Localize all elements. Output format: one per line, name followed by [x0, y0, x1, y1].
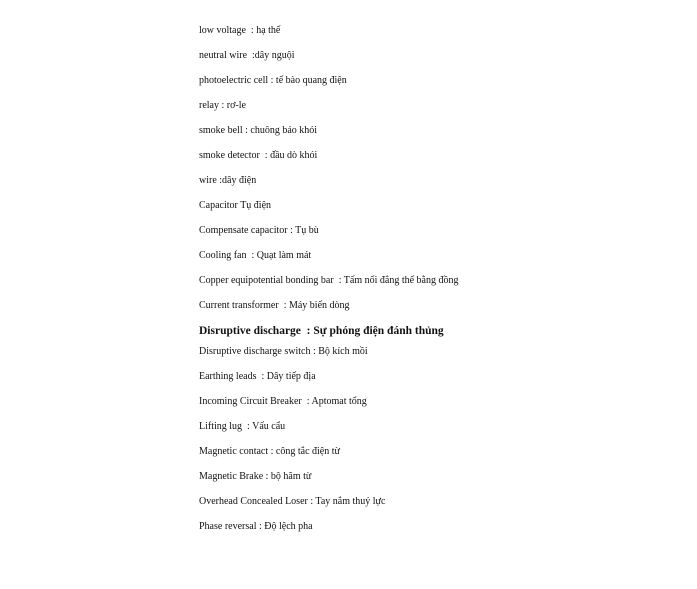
glossary-entry: Cooling fan : Quạt làm mát: [199, 250, 312, 261]
glossary-entry: relay : rơ-le: [199, 100, 246, 111]
glossary-entry: low voltage : hạ thế: [199, 25, 281, 36]
glossary-entry: wire :dây điện: [199, 175, 257, 186]
glossary-entry: photoelectric cell : tế bào quang điện: [199, 75, 347, 86]
glossary-entry: Magnetic contact : công tắc điện từ: [199, 446, 340, 457]
glossary-entry: Copper equipotential bonding bar : Tấm nối đẳng thế bằng đồng: [199, 275, 459, 286]
glossary-entry: Magnetic Brake : bộ hãm từ: [199, 471, 312, 482]
glossary-entry: Overhead Concealed Loser : Tay nắm thuỷ lực: [199, 496, 386, 507]
glossary-entry: Phase reversal : Độ lệch pha: [199, 521, 313, 532]
glossary-entry-heading: Disruptive discharge : Sự phóng điện đánh thủng: [199, 325, 444, 337]
glossary-entry: Current transformer : Máy biến dòng: [199, 300, 350, 311]
glossary-entry: Disruptive discharge switch : Bộ kích mồi: [199, 346, 368, 357]
glossary-entry: Lifting lug : Vấu cẩu: [199, 421, 286, 432]
glossary-entry: Capacitor Tụ điện: [199, 200, 272, 211]
glossary-entry: Compensate capacitor : Tụ bù: [199, 225, 319, 236]
glossary-entry: smoke bell : chuông báo khói: [199, 125, 318, 136]
glossary-entry: Earthing leads : Dây tiếp địa: [199, 371, 316, 382]
glossary-entry: neutral wire :dây nguội: [199, 50, 295, 61]
glossary-document: [199, 23, 669, 544]
glossary-entry: smoke detector : đầu dò khói: [199, 150, 318, 161]
glossary-entry: Incoming Circuit Breaker : Aptomat tổng: [199, 396, 367, 407]
